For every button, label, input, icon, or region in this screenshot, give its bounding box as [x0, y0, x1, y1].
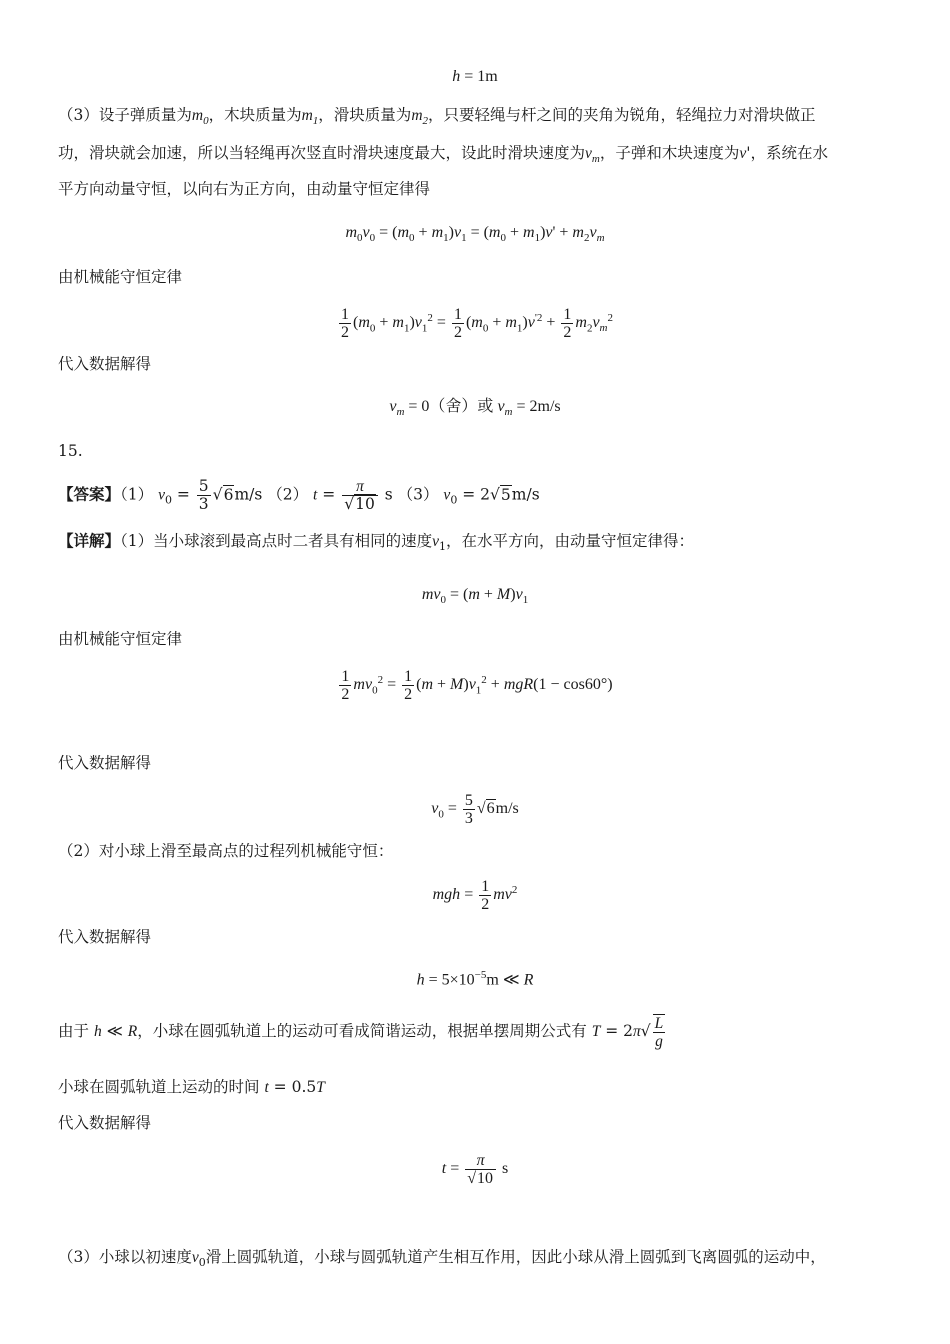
label-solve-3: 代入数据解得	[58, 928, 152, 946]
equation-energy-conservation-2: $\frac{1}{2}$ $mv_0^2$ = $\frac{1}{2}$ $(m + M)v_1^2 + mgR(1 - \cos 60^\circ)$	[341, 668, 613, 703]
label-solve-1: 代入数据解得	[58, 355, 152, 373]
equation-t-result: t = $\frac{\pi}{√10}$ s	[441, 1152, 509, 1187]
question-number: 15.	[58, 442, 83, 460]
equation-energy-conservation-1: $\frac{1}{2}$ $(m_0 + m_1)v_1^2$ = $\frac{1}{2}$ $(m_0 + m_1)v^{'2}$ + $\frac{1}{2}$ $m_2v_m^2$	[340, 306, 613, 341]
equation-mv0: $mv_0 = (m + M)v_1$	[421, 586, 529, 607]
detail-line: 【详解】（1）当小球滚到最高点时二者具有相同的速度$v_1$，在水平方向，由动量守恒定律得：	[58, 531, 695, 554]
label-energy-conservation-1: 由机械能守恒定律	[58, 268, 183, 286]
paragraph-2-line: （2）对小球上滑至最高点的过程列机械能守恒：	[58, 842, 394, 860]
paragraph-3-line-2: 功，滑块就会加速，所以当轻绳再次竖直时滑块速度最大，设此时滑块速度为$v_m$，子弹和木块速度为v'，系统在水	[58, 144, 829, 166]
equation-v0-result: $v_0$ = $\frac{5}{3}$ √6m/s	[431, 792, 519, 827]
paragraph-3-line-3: 平方向动量守恒，以向右为正方向，由动量守恒定律得	[58, 180, 431, 198]
equation-momentum-conservation: $m_0v_0 = (m_0 + m_1)v_1 = (m_0 + m_1)v' + m_2v_m$	[345, 224, 605, 245]
equation-vm-result: $v_m = 0$（舍）或 $v_m = 2m/s$	[389, 398, 561, 419]
paragraph-3-line-1: （3）设子弹质量为$m_0$，木块质量为$m_1$，滑块质量为$m_2$，只要轻绳与杆之间的夹角为锐角，轻绳拉力对滑块做正	[58, 106, 816, 128]
answer-tag: 【答案】	[58, 484, 121, 504]
detail-tag: 【详解】	[58, 531, 121, 550]
equation-h-result: $h = 5\times 10^{-5}m$ ≪ R	[416, 969, 534, 989]
label-energy-conservation-2: 由机械能守恒定律	[58, 630, 183, 648]
paragraph-3b-line: （3）小球以初速度$v_0$滑上圆弧轨道，小球与圆弧轨道产生相互作用，因此小球从滑上圆弧到飞离圆弧的运动中，	[58, 1248, 826, 1270]
time-line: 小球在圆弧轨道上运动的时间 t = 0.5T	[58, 1078, 325, 1096]
equation-h-1m: h = 1m	[452, 68, 498, 85]
equation-mgh: mgh = $\frac{1}{2}$ $mv^2$	[432, 878, 518, 913]
label-solve-2: 代入数据解得	[58, 754, 152, 772]
answer-line: 【答案】（1） $v_0$ = $\frac{5}{3}$ √6m/s （2） t = $\frac{\pi}{√10}$ s （3） $v_0 = 2√5m/s$	[58, 477, 540, 513]
label-solve-4: 代入数据解得	[58, 1114, 152, 1132]
pendulum-line: 由于 h ≪ R，小球在圆弧轨道上的运动可看成简谐运动，根据单摆周期公式有 T = 2π√ $\frac{L}{g}$	[58, 1015, 664, 1050]
